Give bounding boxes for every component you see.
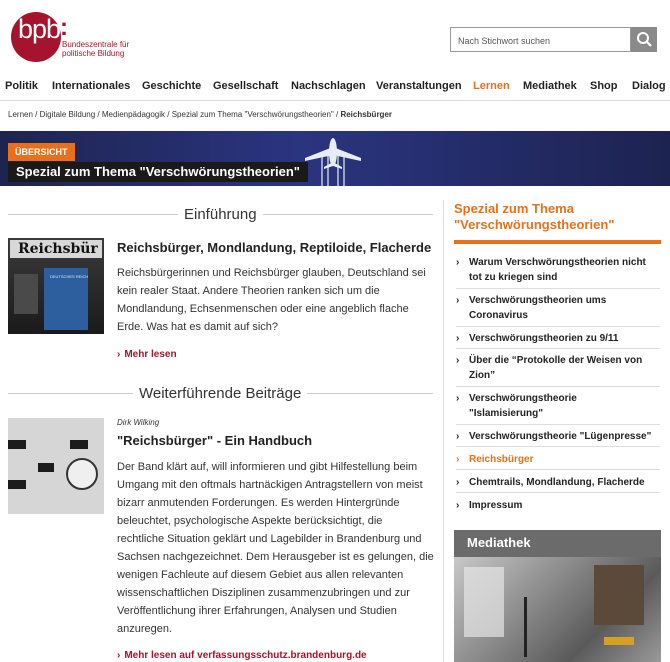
logo-wordmark: bpb: [18, 14, 61, 44]
sidebar-item-line: Zion”: [469, 370, 496, 381]
sidebar-item-line: Verschwörungstheorie: [469, 393, 577, 404]
sidebar-item-line: tot zu kriegen sind: [469, 272, 558, 283]
chair-graphic: [604, 637, 634, 645]
sidebar-title-line1: Spezial zum Thema: [454, 201, 574, 216]
banner-tag: ÜBERSICHT: [8, 143, 75, 161]
chevron-right-icon: ›: [456, 477, 460, 488]
nav-item-geschichte[interactable]: Geschichte: [142, 80, 202, 92]
column-divider: [443, 200, 444, 662]
window-graphic: [464, 567, 504, 637]
sidebar-item-line: Coronavirus: [469, 310, 528, 321]
read-more-label: Mehr lesen auf verfassungsschutz.brandenburg.de: [124, 650, 367, 661]
image-text-reichsbuerger: Reichsbür: [18, 241, 98, 257]
mediathek-heading[interactable]: Mediathek: [454, 530, 661, 557]
sidebar-item-line: "Islamisierung": [469, 408, 543, 419]
sidebar-separator: [456, 446, 660, 447]
breadcrumb-item-spezial[interactable]: Spezial zum Thema "Verschwörungstheorien": [171, 110, 334, 119]
chevron-right-icon: ›: [456, 500, 460, 511]
nav-item-gesellschaft[interactable]: Gesellschaft: [213, 80, 279, 92]
sidebar-item-911[interactable]: [456, 331, 661, 346]
sidebar-separator: [456, 348, 660, 349]
mediathek-image[interactable]: [454, 557, 661, 662]
breadcrumb-item-lernen[interactable]: Lernen: [8, 110, 33, 119]
banner-title: Spezial zum Thema "Verschwörungstheorien": [8, 162, 308, 182]
chevron-right-icon: ›: [456, 295, 460, 306]
sidebar-item-chemtrails[interactable]: [456, 475, 661, 490]
sidebar-separator: [456, 326, 660, 327]
sidebar-separator: [456, 386, 660, 387]
seal-graphic: [66, 458, 98, 490]
teaser-line: rechtliche Situation geklärt und Lagebilder in Brandenburg und: [117, 533, 422, 545]
sidebar-item-line: Verschwörungstheorie "Lügenpresse": [469, 431, 652, 442]
teaser-line: Veröffentlichung ihrer Erfahrungen, Analysen und Studien: [117, 605, 397, 617]
nav-item-mediathek[interactable]: Mediathek: [523, 80, 577, 92]
section-heading-weiterfuehrend: Weiterführende Beiträge: [133, 385, 307, 402]
read-more-label: Mehr lesen: [124, 349, 177, 360]
tile-graphic: [8, 480, 26, 489]
teaser-line: anzuregen.: [117, 623, 173, 635]
article-title-reichsbuerger[interactable]: Reichsbürger, Mondlandung, Reptiloide, Flacherde: [117, 240, 432, 255]
article-author: Dirk Wilking: [117, 418, 160, 427]
sidebar-separator: [456, 288, 660, 289]
nav-item-nachschlagen[interactable]: Nachschlagen: [291, 80, 366, 92]
sidebar-item-line: Verschwörungstheorien ums: [469, 295, 607, 306]
teaser-line: Mondlandung, Echsenmenschen oder eine angeblich flache: [117, 303, 409, 315]
section-heading-einfuehrung: Einführung: [178, 206, 263, 223]
sidebar-item-reichsbuerger-active[interactable]: [456, 452, 661, 467]
nav-item-veranstaltungen[interactable]: Veranstaltungen: [376, 80, 462, 92]
search-input[interactable]: Nach Stichwort suchen: [450, 27, 631, 52]
nav-item-politik[interactable]: Politik: [5, 80, 39, 92]
chevron-right-icon: ›: [456, 355, 460, 366]
sidebar-item-line: Über die “Protokolle der Weisen von: [469, 355, 643, 366]
teaser-line: bizarr anmutenden Forderungen. Es werden Hintergründe: [117, 497, 400, 509]
sidebar-item-luegenpresse[interactable]: [456, 429, 661, 444]
read-more-link-2[interactable]: [117, 650, 367, 661]
logo-subtitle-line1: Bundeszentrale für: [62, 40, 130, 49]
sidebar-item-line: Verschwörungstheorien zu 9/11: [469, 333, 619, 344]
teaser-line: Erde. Was hat es damit auf sich?: [117, 321, 278, 333]
tile-graphic: [8, 440, 26, 449]
search-icon: [631, 27, 657, 52]
breadcrumb-item-medienpaedagogik[interactable]: Medienpädagogik: [101, 110, 166, 119]
read-more-link-1[interactable]: [117, 349, 177, 360]
nav-item-lernen[interactable]: Lernen: [473, 80, 510, 92]
article-teaser-reichsbuerger: [117, 264, 437, 336]
breadcrumb-current: Reichsbürger: [340, 110, 393, 119]
sidebar-item-line: Warum Verschwörungstheorien nicht: [469, 257, 646, 268]
sidebar-item-line: Impressum: [469, 500, 523, 511]
chevron-right-icon: ›: [117, 349, 121, 360]
bookshelf-graphic: [594, 565, 644, 625]
teaser-line: Der Band klärt auf, will informieren und gibt Hilfestellung beim: [117, 461, 418, 473]
sidebar-title-line2: "Verschwörungstheorien": [454, 217, 615, 232]
tripod-graphic: [524, 597, 527, 657]
article-image-handbuch[interactable]: [8, 418, 104, 514]
chevron-right-icon: ›: [456, 393, 460, 404]
nav-item-internationales[interactable]: Internationales: [52, 80, 131, 92]
breadcrumb: Lernen / Digitale Bildung / Medienpädagogik / Spezial zum Thema "Verschwörungstheorien" / Reichsbürger: [8, 110, 393, 119]
sidebar-item-islamisierung[interactable]: [456, 391, 661, 421]
main-nav: [0, 80, 670, 100]
eagle-graphic: [14, 274, 38, 314]
chevron-right-icon: ›: [117, 650, 121, 661]
nav-divider: [0, 100, 670, 101]
chevron-right-icon: ›: [456, 333, 460, 344]
teaser-line: beleuchtet, psychologische Aspekte berücksichtigt, die: [117, 515, 383, 527]
sidebar-item-line: Reichsbürger: [469, 454, 534, 465]
article-image-reichsbuerger[interactable]: [8, 238, 104, 334]
sidebar-item-protokolle[interactable]: [456, 353, 661, 383]
logo-colon: :: [60, 14, 68, 41]
teaser-line: Sachsen nachgezeichnet. Dem Herausgeber ist es gelungen, die: [117, 551, 434, 563]
logo-subtitle-line2: politische Bildung: [62, 49, 125, 58]
teaser-line: wenigen Fachleute auf diesem Gebiet aus allen relevanten: [117, 569, 404, 581]
chevron-right-icon: ›: [456, 454, 460, 465]
tile-graphic: [38, 463, 54, 472]
sidebar-separator: [456, 469, 660, 470]
logo-subtitle: [62, 40, 129, 58]
breadcrumb-item-digitale-bildung[interactable]: Digitale Bildung: [39, 110, 96, 119]
sidebar-separator: [456, 492, 660, 493]
tile-graphic: [70, 440, 88, 449]
nav-item-shop[interactable]: Shop: [590, 80, 618, 92]
teaser-line: wissenschaftlichen Disziplinen zusammenzubringen und zur: [117, 587, 410, 599]
sidebar-item-warum[interactable]: [456, 255, 661, 285]
sidebar-separator: [456, 424, 660, 425]
passport-text: DEUTSCHES REICH: [50, 274, 89, 279]
search-button[interactable]: [631, 27, 657, 52]
article-title-handbuch[interactable]: "Reichsbürger" - Ein Handbuch: [117, 433, 313, 448]
sidebar-title[interactable]: [454, 201, 659, 233]
article-teaser-handbuch: [117, 458, 442, 638]
sidebar-item-line: Chemtrails, Mondlandung, Flacherde: [469, 477, 645, 488]
sidebar-accent-bar: [454, 240, 661, 244]
teaser-line: kein realer Staat. Andere Theorien ranken sich um die: [117, 285, 380, 297]
teaser-line: Reichsbürgerinnen und Reichsbürger glauben, Deutschland sei: [117, 267, 426, 279]
chevron-right-icon: ›: [456, 431, 460, 442]
sidebar-item-coronavirus[interactable]: [456, 293, 661, 323]
chevron-right-icon: ›: [456, 257, 460, 268]
nav-item-dialog[interactable]: Dialog: [632, 80, 666, 92]
sidebar-item-impressum[interactable]: [456, 498, 661, 513]
teaser-line: Umgang mit den oftmals hartnäckigen Antragstellern von meist: [117, 479, 423, 491]
